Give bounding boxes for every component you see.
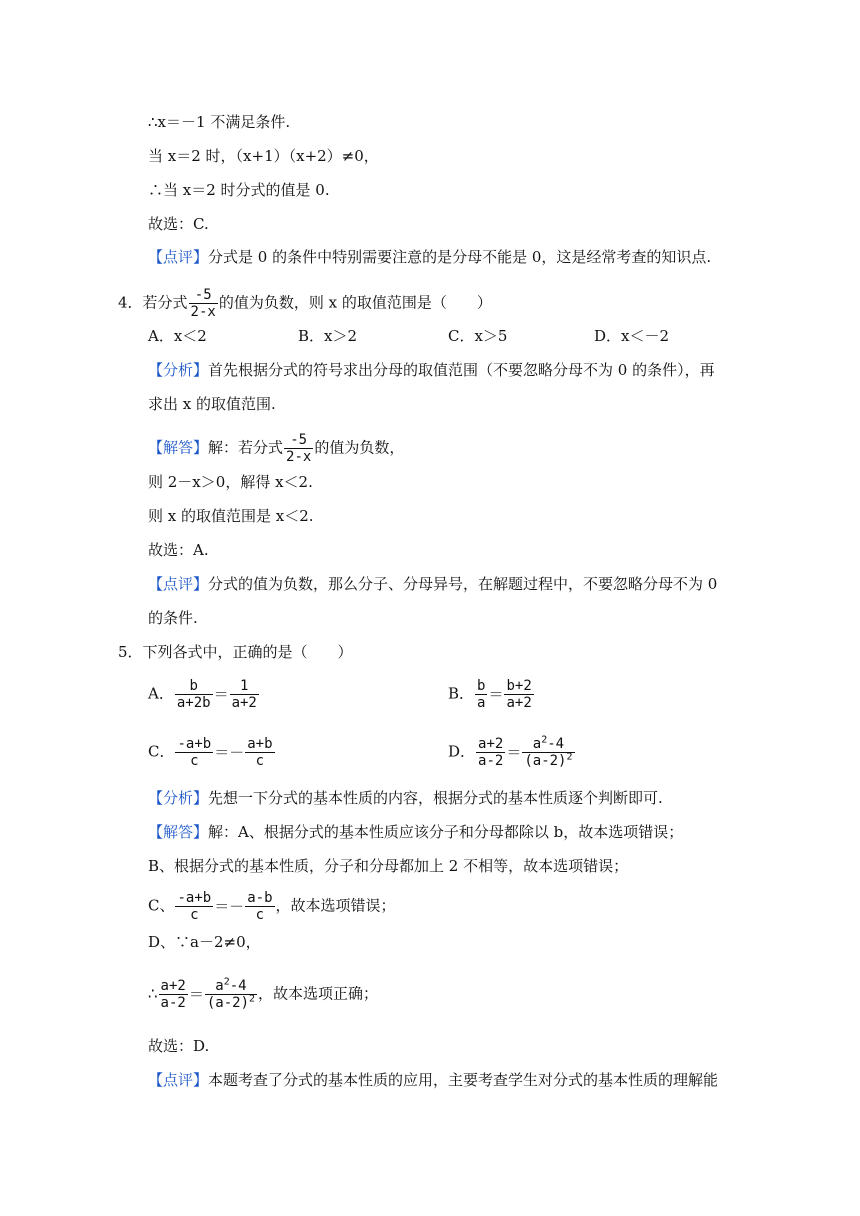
fraction-numerator: -5 — [189, 287, 218, 304]
fraction-denominator: a+2b — [176, 695, 211, 711]
fraction-denominator: a-2 — [160, 995, 186, 1011]
option-right-fraction — [230, 678, 259, 711]
q4-stem-post: 的值为负数，则 x 的取值范围是（ ） — [218, 293, 492, 312]
q3-line-2: 当 x＝2 时，（x+1）（x+2）≠0， — [148, 147, 379, 165]
q5-option-c — [148, 736, 276, 769]
review-tag: 【点评】 — [148, 248, 209, 266]
q4-answer — [148, 432, 404, 465]
option-left-fraction — [475, 678, 487, 711]
fraction-numerator: b+2 — [506, 678, 532, 694]
base: (a-2) — [524, 753, 567, 769]
exponent: 2 — [566, 751, 573, 763]
equals-sign: ＝ — [213, 685, 229, 704]
q4-analysis — [148, 360, 715, 380]
q3-review — [148, 247, 711, 267]
fraction-denominator: c — [190, 907, 199, 923]
fraction-numerator: b — [175, 678, 213, 695]
numerator-tail: -4 — [229, 978, 247, 994]
review-text: 分式是 0 的条件中特别需要注意的是分母不能是 0，这是经常考查的知识点. — [208, 248, 712, 266]
analysis-text: 先想一下分式的基本性质的内容，根据分式的基本性质逐个判断即可. — [208, 789, 663, 807]
review-tag: 【点评】 — [148, 575, 209, 593]
fraction-denominator: a — [477, 695, 486, 711]
q5-answer-c — [148, 890, 396, 923]
option-left-fraction — [476, 736, 505, 769]
fraction-denominator: a-2 — [478, 753, 504, 769]
review-text: 本题考查了分式的基本性质的应用，主要考查学生对分式的基本性质的理解能 — [208, 1071, 719, 1089]
option-right-fraction — [504, 678, 533, 711]
answer-c-left-fraction — [175, 890, 213, 923]
option-right-fraction — [522, 736, 574, 769]
fraction-numerator: 1 — [230, 678, 259, 695]
q5-review — [148, 1070, 718, 1090]
fraction-denominator — [522, 753, 574, 769]
analysis-text: 首先根据分式的符号求出分母的取值范围（不要忽略分母不为 0 的条件），再 — [208, 361, 715, 379]
fraction-denominator: a+2 — [231, 695, 257, 711]
q3-choose: 故选：C. — [148, 215, 209, 233]
q4-choose: 故选：A. — [148, 541, 209, 559]
option-label: D． — [448, 742, 476, 761]
q5-answer-2: B、根据分式的基本性质，分子和分母都加上 2 不相等，故本选项错误； — [148, 857, 629, 875]
fraction-denominator: a+2 — [506, 695, 532, 711]
q4-analysis-cont: 求出 x 的取值范围. — [148, 395, 276, 413]
analysis-tag: 【分析】 — [148, 361, 209, 379]
fraction-numerator: a-b — [247, 890, 273, 906]
numerator-tail: -4 — [547, 736, 565, 752]
fraction-numerator: -5 — [284, 432, 313, 449]
q4-fraction — [189, 287, 218, 320]
equals-sign: ＝ — [506, 743, 522, 762]
fraction-numerator: -a+b — [177, 736, 212, 752]
fraction-denominator: c — [255, 907, 265, 923]
answer-text: 解：A、根据分式的基本性质应该分子和分母都除以 b，故本选项错误； — [208, 823, 684, 841]
option-right-fraction — [245, 736, 274, 769]
exponent: 2 — [541, 734, 548, 746]
exponent: 2 — [249, 993, 256, 1005]
answer-c-label: C、 — [148, 896, 175, 915]
equals-sign: ＝ — [188, 985, 204, 1004]
fraction-denominator — [205, 995, 257, 1011]
equals-sign: ＝－ — [214, 743, 245, 762]
fraction-denominator: c — [255, 753, 265, 769]
q5-analysis — [148, 788, 663, 808]
option-label: C． — [148, 742, 175, 761]
answer-c-right-fraction — [245, 890, 274, 923]
therefore-symbol: ∴ — [148, 984, 158, 1003]
answer-post: 的值为负数， — [314, 438, 405, 457]
fraction-numerator: a+2 — [478, 736, 504, 752]
review-tag: 【点评】 — [148, 1071, 209, 1089]
fraction-numerator: -a+b — [177, 890, 212, 906]
answer-tag: 【解答】 — [148, 823, 209, 841]
fraction-denominator: 2-x — [286, 449, 312, 465]
q4-option-c: C．x＞5 — [448, 327, 508, 345]
base: a — [532, 736, 542, 752]
q3-line-1: ∴x＝－1 不满足条件. — [148, 113, 291, 131]
option-label: B． — [448, 684, 475, 703]
q5-answer-d-conclusion — [148, 978, 378, 1011]
option-left-fraction — [175, 736, 213, 769]
q5-answer-d: D、∵a－2≠0， — [148, 933, 261, 951]
q4-answer-2: 则 2－x＞0，解得 x＜2. — [148, 473, 313, 491]
q4-answer-3: 则 x 的取值范围是 x＜2. — [148, 507, 314, 525]
base: (a-2) — [206, 995, 250, 1011]
q3-line-3: ∴当 x＝2 时分式的值是 0. — [148, 181, 330, 199]
q4-review-cont: 的条件. — [148, 609, 198, 627]
q4-option-a: A．x＜2 — [148, 327, 207, 345]
exponent: 2 — [223, 976, 230, 988]
q5-option-d — [448, 736, 576, 769]
fraction-numerator: a+b — [247, 736, 273, 752]
analysis-tag: 【分析】 — [148, 789, 209, 807]
q5-option-a — [148, 678, 260, 711]
option-label: A． — [148, 684, 174, 703]
q4-answer-fraction — [284, 432, 313, 465]
answer-d-left-fraction — [159, 978, 188, 1011]
fraction-denominator: 2-x — [190, 304, 216, 320]
q4-option-b: B．x＞2 — [298, 327, 358, 345]
answer-d-post: ，故本选项正确； — [258, 984, 379, 1003]
equals-sign: ＝ — [488, 685, 504, 704]
answer-c-post: ，故本选项错误； — [275, 896, 396, 915]
q5-answer-1 — [148, 822, 683, 842]
q5-choose: 故选：D. — [148, 1037, 210, 1055]
q4-option-d: D．x＜－2 — [594, 327, 670, 345]
option-left-fraction — [175, 678, 213, 711]
q4-stem — [118, 287, 492, 320]
q4-review — [148, 574, 717, 594]
equals-sign: ＝－ — [214, 897, 245, 916]
answer-pre: 解：若分式 — [208, 438, 284, 457]
fraction-numerator: a+2 — [160, 978, 186, 994]
fraction-numerator: b — [477, 678, 486, 694]
q5-stem: 5．下列各式中，正确的是（ ） — [118, 643, 353, 661]
base: a — [215, 978, 224, 994]
answer-d-right-fraction — [205, 978, 257, 1011]
review-text: 分式的值为负数，那么分子、分母异号，在解题过程中，不要忽略分母不为 0 — [208, 575, 718, 593]
q5-option-b — [448, 678, 535, 711]
q4-stem-pre: 4．若分式 — [118, 293, 188, 312]
fraction-denominator: c — [190, 753, 199, 769]
answer-tag: 【解答】 — [148, 438, 209, 457]
